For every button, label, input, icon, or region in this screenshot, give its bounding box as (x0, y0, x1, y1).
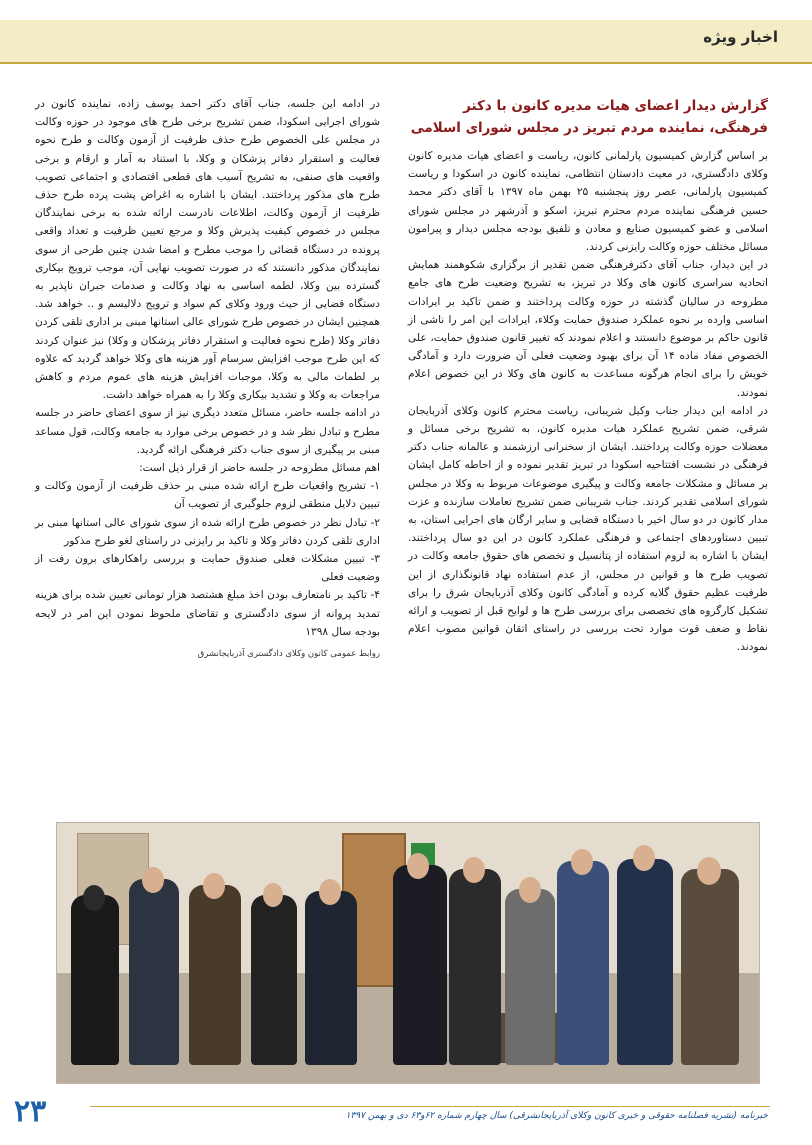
list-item-3: ۳- تبیین مشکلات فعلی صندوق حمایت و بررسی راهکارهای برون رفت از وضعیت فعلی (35, 553, 380, 584)
photo-person-8-head (519, 877, 541, 903)
section-title: اخبار ویژه (703, 28, 778, 46)
photo-person-8 (505, 889, 555, 1065)
photo-person-6 (393, 865, 447, 1065)
article-paragraph-6: اهم مسائل مطروحه در جلسه حاضر از قرار ذیل است: (139, 462, 380, 475)
photo-person-5-head (319, 879, 341, 905)
photo-person-1-head (83, 885, 105, 911)
photo-person-2-head (142, 867, 164, 893)
article-paragraph-4: در ادامه این جلسه، جناب آقای دکتر احمد یوسف زاده، نماینده کانون در شورای اجرایی اسکودا، ضمن تشریح برخی طرح های موجود در حوزه وکالت در مجلس علی الخصوص طرح حذف ظرفیت از آزمون وکالت و طرح نحوه فعالیت و استقرار دفاتر پزشکان و وکلا، با استناد به آمار و ارقام و برخی واقعیت های صنفی، به تشریح آسیب های قطعی اقتصادی و اجتماعی تصویب طرح های مذکور پرداختند. ایشان با اشاره به اغراض پشت پرده طرح حذف ظرفیت از آزمون وکالت، اطلاعات نادرست ارائه شده به برخی نمایندگان مجلس در خصوص کیفیت پذیرش وکلا و مرجع تعیین ظرفیت و تعداد واقعی پرونده در دستگاه قضائی را موجب مطرح و امضا شدن چنین طرحی از سوی نمایندگان مذکور دانستند که در صورت تصویب نهایی آن، موجب ترویج بیکاری گسترده بین وکلا، لطمه اساسی به نهاد وکالت و صدمات جبران ناپذیر به دستگاه قضایی از حیث ورود وکلای کم سواد و ترویج دلالیسم و .. خواهد شد. همچنین ایشان در خصوص طرح شورای عالی استانها مبنی بر اداری تلقی کردن دفاتر وکلا (طرح نحوه فعالیت و استقرار دفاتر پزشکان و وکلا) نیز عنوان کردند که این طرح موجب افزایش سرسام آور هزینه های وکلا خواهد گردید که علاوه بر لطمات مالی به وکلا، موجبات افزایش هزینه های عموم مردم و کاهش مراجعات به وکلا و تشدید بیکاری وکلا را به همراه خواهد داشت. (35, 98, 380, 402)
photo-person-5 (305, 891, 357, 1065)
photo-person-10 (617, 859, 673, 1065)
photo-person-2 (129, 879, 179, 1065)
header-divider (0, 62, 812, 64)
article-paragraph-2: در این دیدار، جناب آقای دکترفرهنگی ضمن تقدیر از برگزاری شکوهمند همایش اتحادیه سراسری کانون های وکلا در تبریز، به تشریح وضعیت طرح های جامع مطروحه در سالیان گذشته در حوزه وکالت پرداختند و ضمن تاکید بر ایرادات اساسی وارده بر نحوه عملکرد صندوق حمایت وکلاء، ایرادات این امر را ناشی از قانون حاکم بر موضوع دانستند و اعلام نمودند که تغییر قانون صندوق حمایت، علی الخصوص مفاد ماده ۱۴ آن برای بهبود وضعیت فعلی آن ضرورت دارد و آمادگی خویش را برای انجام هرگونه مساعدت به کانون های وکلا در این خصوص اعلام نمودند. (408, 259, 769, 399)
photo-person-11 (681, 869, 739, 1065)
photo-person-11-head (697, 857, 721, 885)
photo-person-3 (189, 885, 241, 1065)
photo-person-10-head (633, 845, 655, 871)
photo-person-3-head (203, 873, 225, 899)
list-item-4: ۴- تاکید بر نامتعارف بودن اخذ مبلغ هشتصد هزار تومانی تعیین شده برای هزینه تمدید پروانه از سوی دادگستری و تقاضای ملحوظ نمودن این امر در لایحه بودجه سال ۱۳۹۸ (35, 589, 380, 638)
photo-person-6-head (407, 853, 429, 879)
meeting-photo (56, 822, 760, 1084)
article-title: گزارش دیدار اعضای هیات مدیره کانون با دکتر فرهنگی، نماینده مردم تبریز در مجلس شورای اسلامی (410, 98, 768, 136)
article-paragraph-5: در ادامه جلسه حاضر، مسائل متعدد دیگری نیز از سوی اعضای حاضر در جلسه مطرح و تبادل نظر شد و در خصوص برخی موارد به جامعه وکالت، قول مساعد مبنی بر پیگیری از سوی جناب دکتر فرهنگی ارائه گردید. (35, 407, 380, 456)
list-item-1: ۱- تشریح واقعیات طرح ارائه شده مبنی بر حذف ظرفیت از آزمون وکالت و تبیین دلایل منطقی لزوم جلوگیری از تصویب آن (35, 480, 380, 511)
photo-person-9 (557, 861, 609, 1065)
photo-person-7-head (463, 857, 485, 883)
list-item-2: ۲- تبادل نظر در خصوص طرح ارائه شده از سوی شورای عالی استانها مبنی بر اداری تلقی کردن دفاتر وکلا و تاکید بر رایزنی در راستای لغو طرح مذکور (35, 516, 380, 547)
publication-line: خبرنامه (نشریه فصلنامه حقوقی و خبری کانون وکلای آذربایجانشرقی) سال چهارم شماره ۶۲و۶۳ دی و بهمن ۱۳۹۷ (345, 1111, 768, 1121)
footer-divider (90, 1106, 770, 1107)
photo-person-1 (71, 895, 119, 1065)
article-credit: روابط عمومی کانون وکلای دادگستری آذربایجانشرق (197, 649, 380, 660)
article-column-left (35, 95, 380, 663)
article-paragraph-3: در ادامه این دیدار جناب وکیل شریبانی، ریاست محترم کانون وکلای آذربایجان شرقی، ضمن تشریح عملکرد هیات مدیره کانون، به تشریح برخی مسائل و معضلات حوزه وکالت پرداختند. ایشان از سخنرانی ارزشمند و عالمانه جناب دکتر فرهنگی در نشست افتتاحیه اسکودا در تبریز تقدیر نموده و از احاطه کامل ایشان بر مسائل و مشکلات جامعه وکالت و پیگیری موضوعات مربوط به وکلا در مجلس شورای اسلامی تقدیر کردند. جناب شریبانی ضمن تشریح تعاملات سازنده و عزت مدار کانون در دو سال اخیر با دستگاه قضایی و سایر ارگان های اجرایی استان، به تبیین دستاوردهای اجتماعی و فرهنگی عملکرد کانون در این دو سال پرداختند. ایشان با اشاره به لزوم استفاده از پتانسیل و تخصص های حقوق جامعه وکالت در تصویب طرح ها و قوانین در مجلس، از عدم استفاده نهاد قانونگذاری از این ظرفیت عظیم حقوق گلایه کرده و آمادگی کانون وکلای آذربایجان شرق را برای تشکیل کارگروه های تخصصی برای بررسی طرح ها و لوایح قبل از تصویب و ارائه نقاط و ضعف قوت موارد تحت بررسی در راستای اتقان قوانین مصوب اعلام نمودند. (408, 404, 768, 654)
section-header-band (0, 20, 812, 62)
photo-person-7 (449, 869, 501, 1065)
photo-person-4-head (263, 883, 283, 907)
photo-person-9-head (571, 849, 593, 875)
page-number: ۲۳ (14, 1094, 47, 1129)
article-paragraph-1: بر اساس گزارش کمیسیون پارلمانی کانون، ریاست و اعضای هیات مدیره کانون وکلای دادگستری، در معیت دادستان انتظامی، نماینده کانون در اسکودا و ریاست کمیسیون پارلمانی، عصر روز پنجشنبه ۲۵ بهمن ماه ۱۳۹۷ با آقای دکتر محمد حسین فرهنگی نماینده مردم محترم تبریز، اسکو و آذرشهر در مجلس شورای اسلامی و عضو کمیسیون صنایع و معادن و تلفیق بودجه مجلس دیدار و پیرامون مسائل مختلف حوزه وکالت رایزنی کردند. (408, 150, 768, 254)
photo-person-4 (251, 895, 297, 1065)
article-column-right (408, 95, 768, 657)
